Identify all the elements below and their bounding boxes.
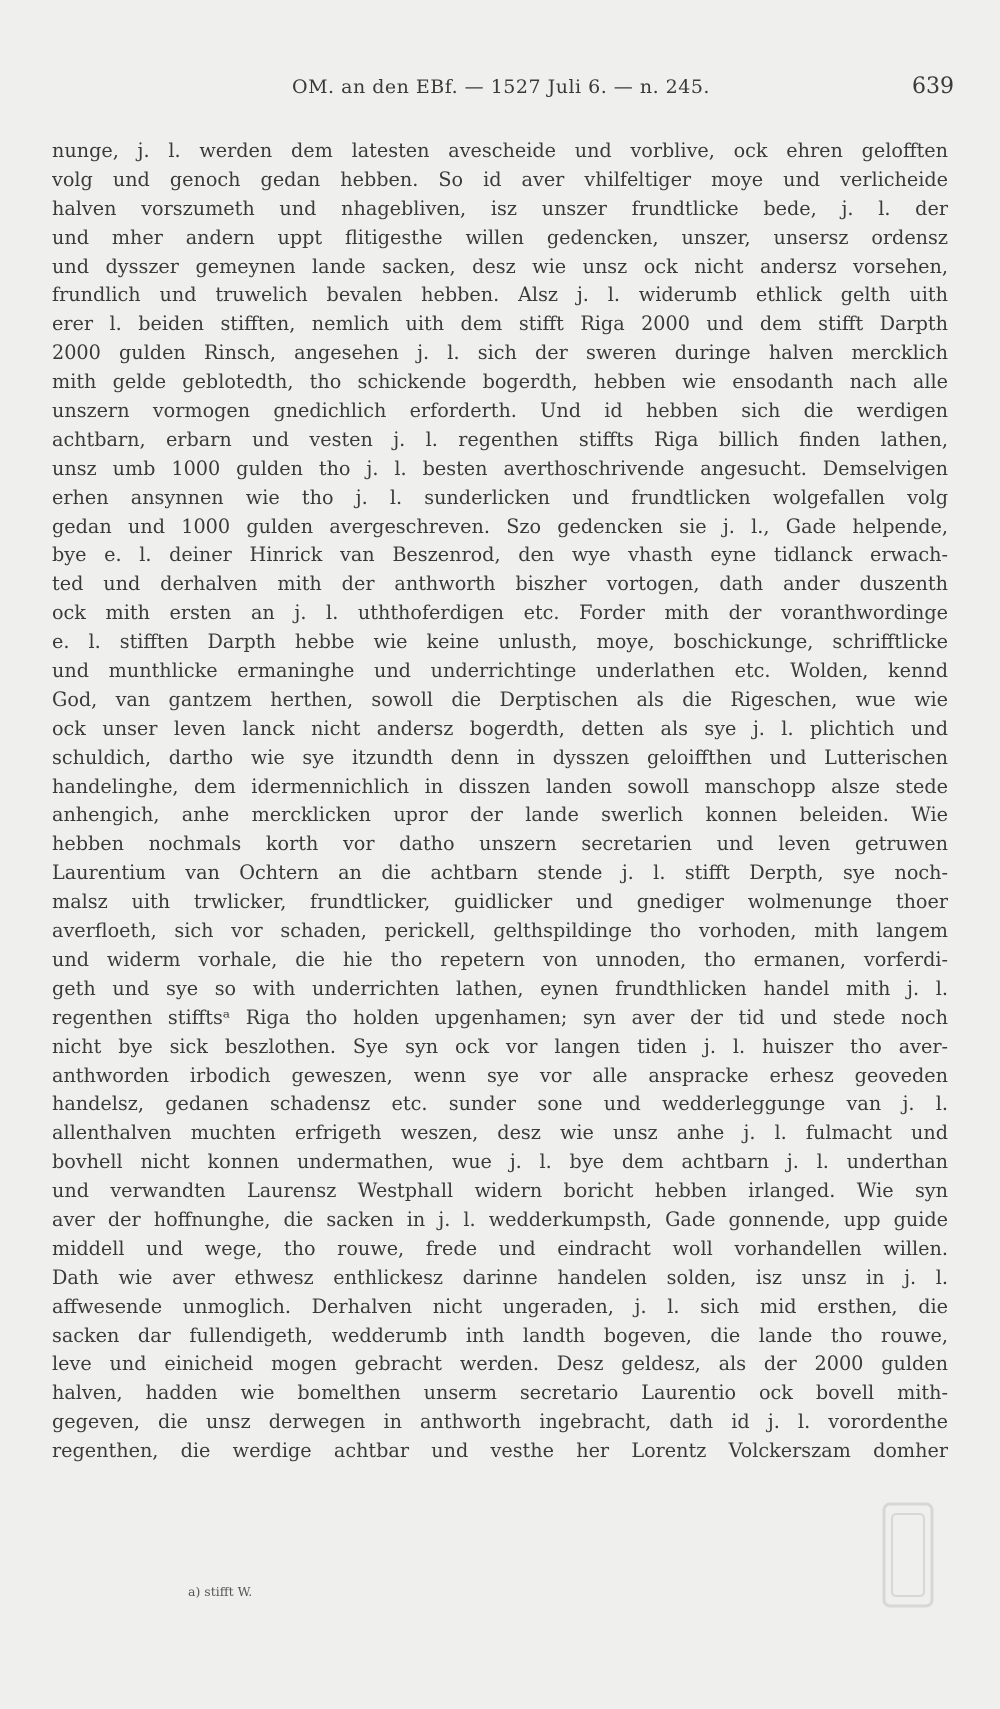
text-line: anhengich, anhe mercklicken upror der lande swerlich konnen beleiden. Wie [52, 803, 948, 827]
page-number: 639 [912, 74, 954, 99]
text-line: sacken dar fullendigeth, wedderumb inth landth bogeven, die lande tho rouwe, [52, 1323, 948, 1347]
text-line: und munthlicke ermaninghe und underrichtinge underlathen etc. Wolden, kennd [52, 659, 948, 683]
text-line: e. l. stifften Darpth hebbe wie keine unlusth, moye, boschickunge, schrifftlicke [52, 630, 948, 654]
text-line: middell und wege, tho rouwe, frede und eindracht woll vorhandellen willen. [52, 1236, 948, 1260]
text-line: frundlich und truwelich bevalen hebben. Alsz j. l. widerumb ethlick gelth uith [52, 283, 948, 307]
text-line: averfloeth, sich vor schaden, perickell, gelthspildinge tho vorhoden, mith langem [52, 919, 948, 943]
text-line: 2000 gulden Rinsch, angesehen j. l. sich der sweren duringe halven mercklich [52, 341, 948, 365]
text-line: mith gelde geblotedth, tho schickende bogerdth, hebben wie ensodanth nach alle [52, 370, 948, 394]
text-line: anthworden irbodich geweszen, wenn sye vor alle anspracke erhesz geoveden [52, 1063, 948, 1087]
text-line: regenthen, die werdige achtbar und vesthe her Lorentz Volckerszam domher [52, 1439, 948, 1463]
text-line: und verwandten Laurensz Westphall widern boricht hebben irlanged. Wie syn [52, 1179, 948, 1203]
text-line: gegeven, die unsz derwegen in anthworth ingebracht, dath id j. l. vorordenthe [52, 1410, 948, 1434]
footnote: a) stifft W. [188, 1584, 253, 1599]
text-line: unsz umb 1000 gulden tho j. l. besten averthoschrivende angesucht. Demselvigen [52, 456, 948, 480]
text-line: hebben nochmals korth vor datho unszern secretarien und leven getruwen [52, 832, 948, 856]
text-line: bye e. l. deiner Hinrick van Beszenrod, den wye vhasth eyne tidlanck erwach- [52, 543, 948, 567]
text-line: nicht bye sick beszlothen. Sye syn ock vor langen tiden j. l. huiszer tho aver- [52, 1034, 948, 1058]
text-line: Laurentium van Ochtern an die achtbarn stende j. l. stifft Derpth, sye noch- [52, 861, 948, 885]
text-line: regenthen stifftsᵃ Riga tho holden upgenhamen; syn aver der tid und stede noch [52, 1005, 948, 1029]
text-line: affwesende unmoglich. Derhalven nicht ungeraden, j. l. sich mid ersthen, die [52, 1294, 948, 1318]
text-line: Dath wie aver ethwesz enthlickesz darinne handelen solden, isz unsz in j. l. [52, 1265, 948, 1289]
text-line: volg und genoch gedan hebben. So id aver vhilfeltiger moye und verlicheide [52, 167, 948, 191]
text-line: handelsz, gedanen schadensz etc. sunder sone und wedderleggunge van j. l. [52, 1092, 948, 1116]
text-line: handelinghe, dem idermennichlich in disszen landen sowoll manschopp alsze stede [52, 774, 948, 798]
text-line: leve und einicheid mogen gebracht werden. Desz geldesz, als der 2000 gulden [52, 1352, 948, 1376]
text-line: God, van gantzem herthen, sowoll die Derptischen als die Rigeschen, wue wie [52, 687, 948, 711]
body-text [52, 137, 948, 1466]
text-line: halven vorszumeth und nhagebliven, isz unszer frundtlicke bede, j. l. der [52, 196, 948, 220]
text-line: und widerm vorhale, die hie tho repetern von unnoden, tho ermanen, vorferdi- [52, 947, 948, 971]
text-line: unszern vormogen gnedichlich erforderth. Und id hebben sich die werdigen [52, 399, 948, 423]
running-head [0, 70, 1000, 100]
text-line: bovhell nicht konnen undermathen, wue j. l. bye dem achtbarn j. l. underthan [52, 1150, 948, 1174]
running-head-title: OM. an den EBf. — 1527 Juli 6. — n. 245. [292, 76, 710, 98]
text-line: und dysszer gemeynen lande sacken, desz wie unsz ock nicht andersz vorsehen, [52, 254, 948, 278]
text-line: halven, hadden wie bomelthen unserm secretario Laurentio ock bovell mith- [52, 1381, 948, 1405]
text-line: gedan und 1000 gulden avergeschreven. Szo gedencken sie j. l., Gade helpende, [52, 514, 948, 538]
text-line: geth und sye so with underrichten lathen, eynen frundthlicken handel mith j. l. [52, 976, 948, 1000]
text-line: erer l. beiden stifften, nemlich uith dem stifft Riga 2000 und dem stifft Darpth [52, 312, 948, 336]
text-line: und mher andern uppt flitigesthe willen gedencken, unszer, unsersz ordensz [52, 225, 948, 249]
text-line: schuldich, dartho wie sye itzundth denn in dysszen geloiffthen und Lutterischen [52, 745, 948, 769]
text-line: malsz uith trwlicker, frundtlicker, guidlicker und gnediger wolmenunge thoer [52, 890, 948, 914]
text-line: aver der hoffnunghe, die sacken in j. l. wedderkumpsth, Gade gonnende, upp guide [52, 1207, 948, 1231]
text-line: allenthalven muchten erfrigeth weszen, desz wie unsz anhe j. l. fulmacht und [52, 1121, 948, 1145]
text-line: ock mith ersten an j. l. uththoferdigen etc. Forder mith der voranthwordinge [52, 601, 948, 625]
text-line: ock unser leven lanck nicht andersz bogerdth, detten als sye j. l. plichtich und [52, 716, 948, 740]
text-line: nunge, j. l. werden dem latesten avescheide und vorblive, ock ehren gelofften [52, 139, 948, 162]
text-line: achtbarn, erbarn und vesten j. l. regenthen stiffts Riga billich finden lathen, [52, 427, 948, 451]
text-line: ted und derhalven mith der anthworth biszher vortogen, dath ander duszenth [52, 572, 948, 596]
library-stamp-mark [880, 1500, 936, 1610]
text-line: erhen ansynnen wie tho j. l. sunderlicken und frundtlicken wolgefallen volg [52, 485, 948, 509]
